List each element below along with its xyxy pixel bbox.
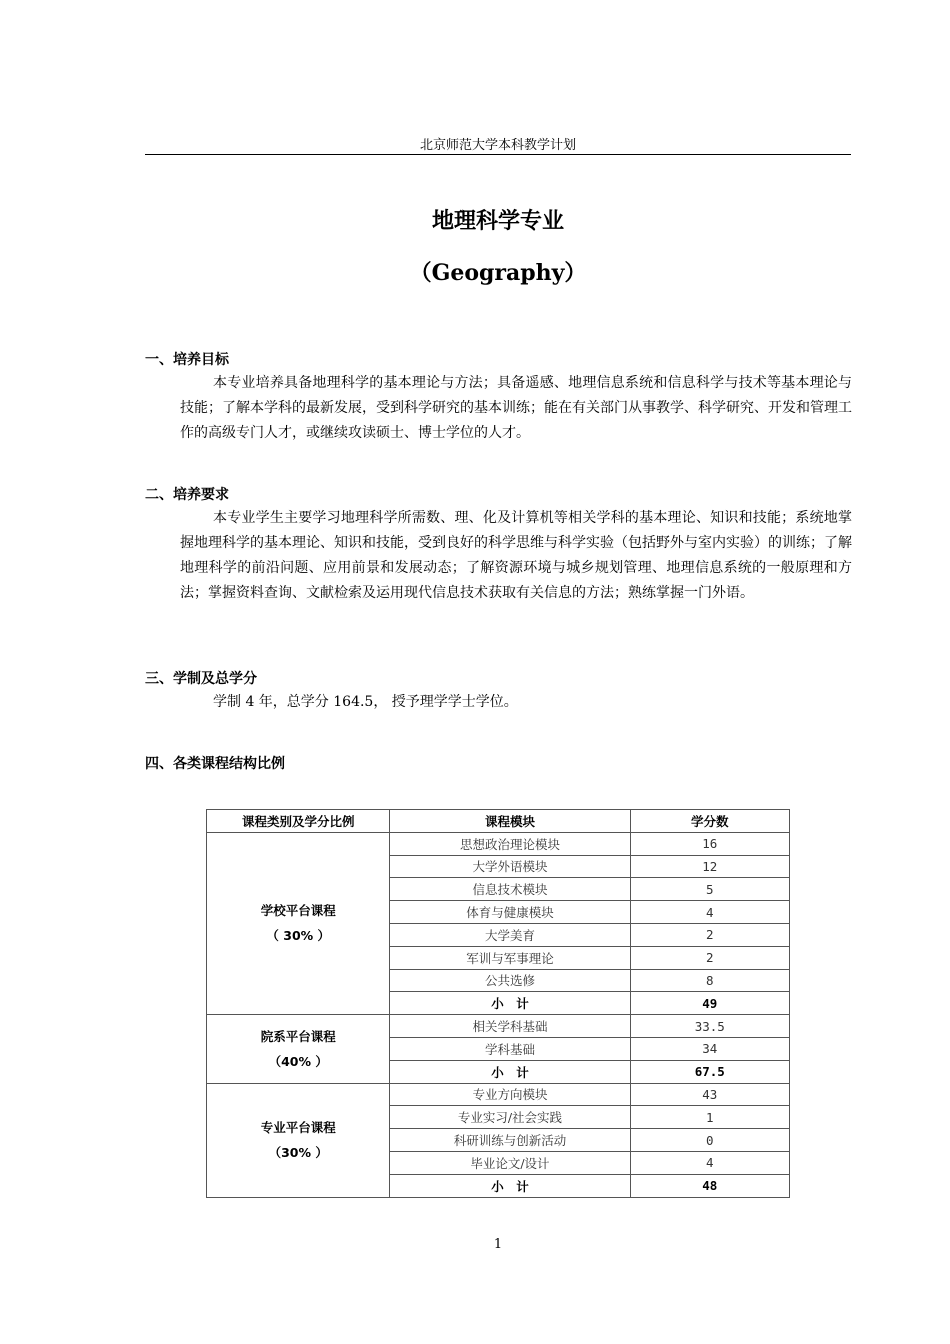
subtotal-credits: 67.5 <box>630 1060 789 1083</box>
credits-cell: 43 <box>630 1083 789 1106</box>
module-cell: 专业实习/社会实践 <box>390 1106 630 1129</box>
category-cell-school <box>207 832 390 1014</box>
category-name: 专业平台课程 <box>260 1120 336 1136</box>
page-subtitle: （Geography） <box>409 260 587 286</box>
subtotal-label: 小 计 <box>390 1060 630 1083</box>
module-cell: 大学外语模块 <box>390 855 630 878</box>
credits-cell: 12 <box>630 855 789 878</box>
category-ratio: （ 30% ） <box>266 928 331 944</box>
credits-cell: 8 <box>630 969 789 992</box>
table-header-row <box>207 810 790 833</box>
section-heading-structure: 四、各类课程结构比例 <box>145 756 285 772</box>
section-body-objectives: 本专业培养具备地理科学的基本理论与方法；具备遥感、地理信息系统和信息科学与技术等基本理论与技能；了解本学科的最新发展，受到科学研究的基本训练；能在有关部门从事教学、科学研究、开发和管理工作的高级专门人才，或继续攻读硕士、博士学位的人才。 <box>180 375 852 441</box>
header-credits: 学分数 <box>630 810 789 833</box>
section-body-requirements: 本专业学生主要学习地理科学所需数、理、化及计算机等相关学科的基本理论、知识和技能；系统地掌握地理科学的基本理论、知识和技能，受到良好的科学思维与科学实验（包括野外与室内实验）的训练；了解地理科学的前沿问题、应用前景和发展动态；了解资源环境与城乡规划管理、地理信息系统的一般原理和方法；掌握资料查询、文献检索及运用现代信息技术获取有关信息的方法；熟练掌握一门外语。 <box>180 510 852 601</box>
credits-cell: 34 <box>630 1037 789 1060</box>
category-name: 院系平台课程 <box>260 1028 336 1044</box>
module-cell: 军训与军事理论 <box>390 946 630 969</box>
table-row <box>207 832 790 855</box>
module-cell: 专业方向模块 <box>390 1083 630 1106</box>
module-cell: 毕业论文/设计 <box>390 1151 630 1174</box>
page-number: 1 <box>493 1237 503 1252</box>
credits-cell: 2 <box>630 946 789 969</box>
section-heading-objectives: 一、培养目标 <box>145 352 229 368</box>
subtotal-credits: 48 <box>630 1174 789 1197</box>
credits-cell: 4 <box>630 901 789 924</box>
header-module: 课程模块 <box>390 810 630 833</box>
header-rule <box>145 154 851 155</box>
module-cell: 体育与健康模块 <box>390 901 630 924</box>
category-ratio: （30% ） <box>268 1145 328 1161</box>
section-body-duration: 学制 4 年，总学分 164.5， 授予理学学士学位。 <box>213 694 518 710</box>
module-cell: 科研训练与创新活动 <box>390 1129 630 1152</box>
table-row <box>207 1083 790 1106</box>
category-cell-department <box>207 1015 390 1083</box>
module-cell: 相关学科基础 <box>390 1015 630 1038</box>
credits-cell: 0 <box>630 1129 789 1152</box>
section-heading-duration: 三、学制及总学分 <box>145 671 257 687</box>
category-ratio: （40% ） <box>268 1053 328 1069</box>
credits-cell: 16 <box>630 832 789 855</box>
module-cell: 信息技术模块 <box>390 878 630 901</box>
module-cell: 大学美育 <box>390 923 630 946</box>
credits-cell: 2 <box>630 923 789 946</box>
category-cell-major <box>207 1083 390 1197</box>
subtotal-label: 小 计 <box>390 992 630 1015</box>
credits-cell: 1 <box>630 1106 789 1129</box>
table-row <box>207 1015 790 1038</box>
subtotal-credits: 49 <box>630 992 789 1015</box>
running-header: 北京师范大学本科教学计划 <box>419 138 576 153</box>
course-structure-table <box>206 809 790 1198</box>
subtotal-label: 小 计 <box>390 1174 630 1197</box>
module-cell: 学科基础 <box>390 1037 630 1060</box>
section-heading-requirements: 二、培养要求 <box>145 487 229 503</box>
credits-cell: 4 <box>630 1151 789 1174</box>
page-title: 地理科学专业 <box>431 209 564 234</box>
category-name: 学校平台课程 <box>260 903 336 919</box>
header-category: 课程类别及学分比例 <box>207 810 390 833</box>
credits-cell: 5 <box>630 878 789 901</box>
module-cell: 公共选修 <box>390 969 630 992</box>
module-cell: 思想政治理论模块 <box>390 832 630 855</box>
credits-cell: 33.5 <box>630 1015 789 1038</box>
